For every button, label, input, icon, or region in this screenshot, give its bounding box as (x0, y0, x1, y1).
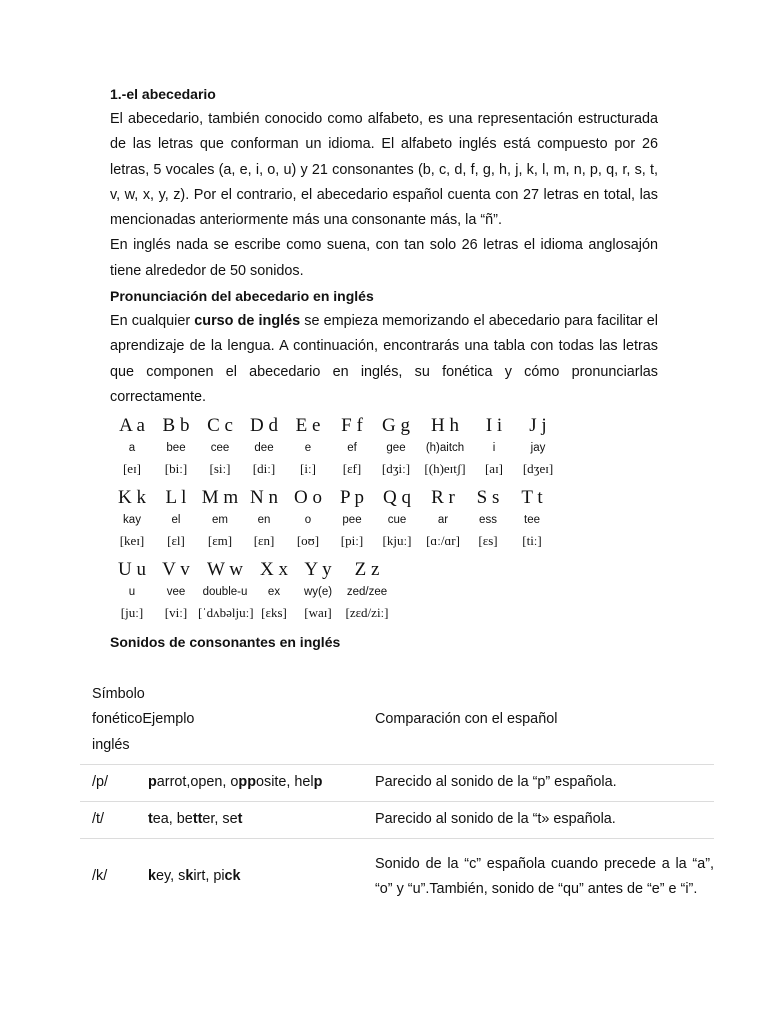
example-text: osite, hel (256, 774, 314, 791)
alphabet-letter-cell (154, 558, 198, 630)
alphabet-letter-cell (330, 486, 374, 558)
example-highlight: k (185, 868, 194, 885)
alphabet-letter-ipa: [aɪ] (484, 461, 504, 477)
alphabet-letter-name: ess (479, 514, 497, 527)
alphabet-letter-glyph: T t (521, 487, 543, 509)
alphabet-letter-cell (374, 486, 420, 558)
alphabet-letter-name: jay (530, 442, 546, 455)
alphabet-letter-name: i (492, 442, 496, 455)
alphabet-letter-cell (374, 414, 418, 486)
alphabet-letter-name: e (304, 442, 312, 455)
alphabet-letter-ipa: [eɪ] (122, 461, 142, 477)
alphabet-letter-ipa: [tiː] (522, 533, 542, 549)
example-highlight: ck (224, 868, 241, 885)
alphabet-letter-name: ef (347, 442, 357, 455)
alphabet-letter-glyph: W w (206, 559, 244, 581)
paragraph-curso-text-b: se empieza memorizando el abecedario para facilitar el aprendizaje de la lengua. A continuación, encontrarás una tabla con todas las letras que componen el abecedario en inglés, su fonética y cómo pronunciarlas correctamente. (110, 313, 658, 405)
alphabet-letter-name: em (212, 514, 228, 527)
alphabet-letter-cell (420, 486, 466, 558)
alphabet-letter-name: zed/zee (346, 586, 388, 599)
example-highlight: k (148, 868, 157, 885)
section-heading-consonantes: Sonidos de consonantes en inglés (110, 634, 341, 651)
alphabet-letter-name: cue (387, 514, 407, 527)
alphabet-letter-glyph: U u (118, 559, 146, 581)
header-symbol-line1: Símbolo (92, 685, 145, 702)
example-text: irt, pi (193, 868, 225, 885)
example-highlight: tt (192, 811, 203, 828)
phonetic-symbol-cell: /p/ (80, 765, 148, 802)
example-text: ea, be (152, 811, 193, 828)
alphabet-row (110, 414, 590, 486)
header-symbol-line3: inglés (92, 736, 130, 753)
alphabet-letter-cell (418, 414, 472, 486)
alphabet-letter-name: cee (210, 442, 230, 455)
alphabet-letter-glyph: M m (201, 487, 239, 509)
alphabet-letter-name: u (128, 586, 136, 599)
alphabet-letter-cell (330, 414, 374, 486)
alphabet-letter-cell (110, 558, 154, 630)
header-symbol-line2 (92, 707, 363, 733)
section-heading-pronunciacion: Pronunciación del abecedario en inglés (110, 288, 374, 305)
alphabet-letter-name: el (171, 514, 181, 527)
example-highlight: t (148, 811, 153, 828)
alphabet-letter-glyph: O o (294, 487, 322, 509)
alphabet-letter-glyph: X x (260, 559, 288, 581)
alphabet-letter-ipa: [ɛn] (253, 533, 275, 549)
alphabet-letter-glyph: C c (207, 415, 233, 437)
alphabet-letter-ipa: [diː] (252, 461, 276, 477)
alphabet-letter-cell (110, 414, 154, 486)
alphabet-letter-glyph: I i (485, 415, 503, 437)
alphabet-letter-ipa: [ɛs] (478, 533, 498, 549)
alphabet-letter-ipa: [juː] (120, 605, 144, 621)
alphabet-letter-cell (110, 486, 154, 558)
alphabet-letter-cell (510, 486, 554, 558)
alphabet-letter-glyph: K k (118, 487, 146, 509)
alphabet-letter-name: bee (166, 442, 186, 455)
alphabet-letter-glyph: D d (250, 415, 278, 437)
alphabet-letter-cell (516, 414, 560, 486)
alphabet-letter-cell (286, 486, 330, 558)
consonant-table-wrapper (80, 676, 714, 915)
header-example: Ejemplo (142, 711, 195, 728)
alphabet-letter-ipa: [waɪ] (304, 605, 332, 621)
alphabet-letter-name: o (304, 514, 312, 527)
alphabet-letter-glyph: G g (382, 415, 410, 437)
alphabet-letter-glyph: S s (476, 487, 500, 509)
alphabet-letter-glyph: N n (250, 487, 278, 509)
header-symbol-fonetico: fonético (92, 711, 143, 728)
alphabet-letter-name: vee (166, 586, 186, 599)
consonant-table (80, 676, 714, 915)
alphabet-letter-name: en (257, 514, 271, 527)
paragraph-curso-text-a: En cualquier (110, 313, 195, 330)
alphabet-letter-name: kay (123, 514, 141, 527)
alphabet-letter-ipa: [zɛd/ziː] (345, 605, 389, 621)
alphabet-letter-cell (242, 414, 286, 486)
alphabet-letter-cell (472, 414, 516, 486)
alphabet-letter-glyph: L l (165, 487, 187, 509)
alphabet-letter-cell (466, 486, 510, 558)
paragraph-curso (110, 309, 658, 410)
header-symbol-example (80, 676, 363, 765)
example-text: ey, s (156, 868, 186, 885)
example-highlight: t (237, 811, 243, 828)
example-cell (148, 765, 363, 802)
alphabet-letter-glyph: H h (431, 415, 459, 437)
alphabet-letter-ipa: [ɛm] (207, 533, 233, 549)
alphabet-pronunciation-grid (110, 414, 590, 630)
alphabet-letter-glyph: B b (162, 415, 190, 437)
alphabet-letter-cell (252, 558, 296, 630)
comparison-cell: Parecido al sonido de la “p” española. (363, 765, 714, 802)
alphabet-letter-ipa: [ɛf] (342, 461, 362, 477)
alphabet-letter-cell (242, 486, 286, 558)
alphabet-letter-name: pee (342, 514, 362, 527)
alphabet-letter-name: a (128, 442, 136, 455)
alphabet-letter-cell (154, 414, 198, 486)
alphabet-letter-cell (198, 414, 242, 486)
example-highlight: pp (238, 774, 256, 791)
alphabet-letter-cell (198, 558, 252, 630)
alphabet-letter-ipa: [ˈdʌbəljuː] (198, 605, 254, 621)
alphabet-letter-name: double-u (202, 586, 248, 599)
example-cell (148, 839, 363, 916)
alphabet-letter-cell (340, 558, 394, 630)
example-text: arrot,open, o (156, 774, 239, 791)
table-row (80, 765, 714, 802)
alphabet-letter-cell (154, 486, 198, 558)
section-heading-abecedario: 1.-el abecedario (110, 86, 216, 102)
example-cell (148, 802, 363, 839)
alphabet-letter-glyph: P p (339, 487, 365, 509)
alphabet-letter-glyph: F f (341, 415, 363, 437)
alphabet-letter-name: ex (267, 586, 281, 599)
alphabet-letter-ipa: [keɪ] (119, 533, 145, 549)
alphabet-letter-cell (286, 414, 330, 486)
alphabet-letter-name: dee (254, 442, 274, 455)
alphabet-letter-cell (198, 486, 242, 558)
alphabet-letter-ipa: [ɛl] (167, 533, 185, 549)
alphabet-letter-ipa: [ɑː/ɑr] (426, 533, 460, 549)
alphabet-letter-glyph: Y y (304, 559, 332, 581)
alphabet-letter-ipa: [dʒiː] (381, 461, 411, 477)
example-highlight: p (313, 774, 323, 791)
alphabet-letter-cell (296, 558, 340, 630)
document-page (110, 82, 658, 655)
alphabet-letter-ipa: [siː] (209, 461, 231, 477)
alphabet-letter-ipa: [biː] (164, 461, 188, 477)
alphabet-letter-name: ar (437, 514, 449, 527)
paragraph-sonidos: En inglés nada se escribe como suena, con tan solo 26 letras el idioma anglosajón tiene alrededor de 50 sonidos. (110, 237, 658, 279)
alphabet-letter-name: wy(e) (303, 586, 333, 599)
alphabet-letter-ipa: [viː] (164, 605, 188, 621)
alphabet-row (110, 486, 590, 558)
alphabet-letter-glyph: Q q (383, 487, 411, 509)
alphabet-row (110, 558, 590, 630)
paragraph-abecedario-intro: El abecedario, también conocido como alfabeto, es una representación estructurada de las letras que conforman un idioma. El alfabeto inglés está compuesto por 26 letras, 5 vocales (a, e, i, o, u) y 21 consonantes (b, c, d, f, g, h, j, k, l, m, n, p, q, r, s, t, v, w, x, y, z). Por el contrario, el abecedario español cuenta con 27 letras en total, las mencionadas anteriormente más una consonante más, la “ñ”. (110, 111, 658, 229)
alphabet-letter-glyph: R r (431, 487, 455, 509)
alphabet-letter-ipa: [piː] (340, 533, 364, 549)
alphabet-letter-ipa: [kjuː] (382, 533, 412, 549)
example-highlight: p (148, 774, 157, 791)
alphabet-letter-glyph: E e (295, 415, 321, 437)
table-row (80, 802, 714, 839)
alphabet-letter-ipa: [ɛks] (261, 605, 287, 621)
comparison-cell: Sonido de la “c” española cuando precede a la “a”, “o” y “u”.También, sonido de “qu” antes de “e” e “i”. (363, 839, 714, 916)
phonetic-symbol-cell: /t/ (80, 802, 148, 839)
example-text: er, se (202, 811, 238, 828)
alphabet-letter-ipa: [dʒeɪ] (522, 461, 554, 477)
curso-de-ingles-bold: curso de inglés (194, 313, 301, 330)
alphabet-letter-ipa: [oʊ] (296, 533, 320, 549)
comparison-cell: Parecido al sonido de la “t» española. (363, 802, 714, 839)
alphabet-letter-glyph: V v (162, 559, 190, 581)
alphabet-letter-glyph: J j (529, 415, 547, 437)
alphabet-letter-name: gee (386, 442, 406, 455)
alphabet-letter-glyph: A a (119, 415, 145, 437)
alphabet-letter-glyph: Z z (354, 559, 380, 581)
header-comparison: Comparación con el español (375, 711, 558, 728)
alphabet-letter-name: (h)aitch (425, 442, 465, 455)
table-header-row (80, 676, 714, 765)
alphabet-letter-ipa: [(h)eɪtʃ] (424, 461, 466, 477)
table-row (80, 839, 714, 916)
phonetic-symbol-cell: /k/ (80, 839, 148, 916)
alphabet-letter-ipa: [iː] (300, 461, 316, 477)
alphabet-letter-name: tee (524, 514, 540, 527)
